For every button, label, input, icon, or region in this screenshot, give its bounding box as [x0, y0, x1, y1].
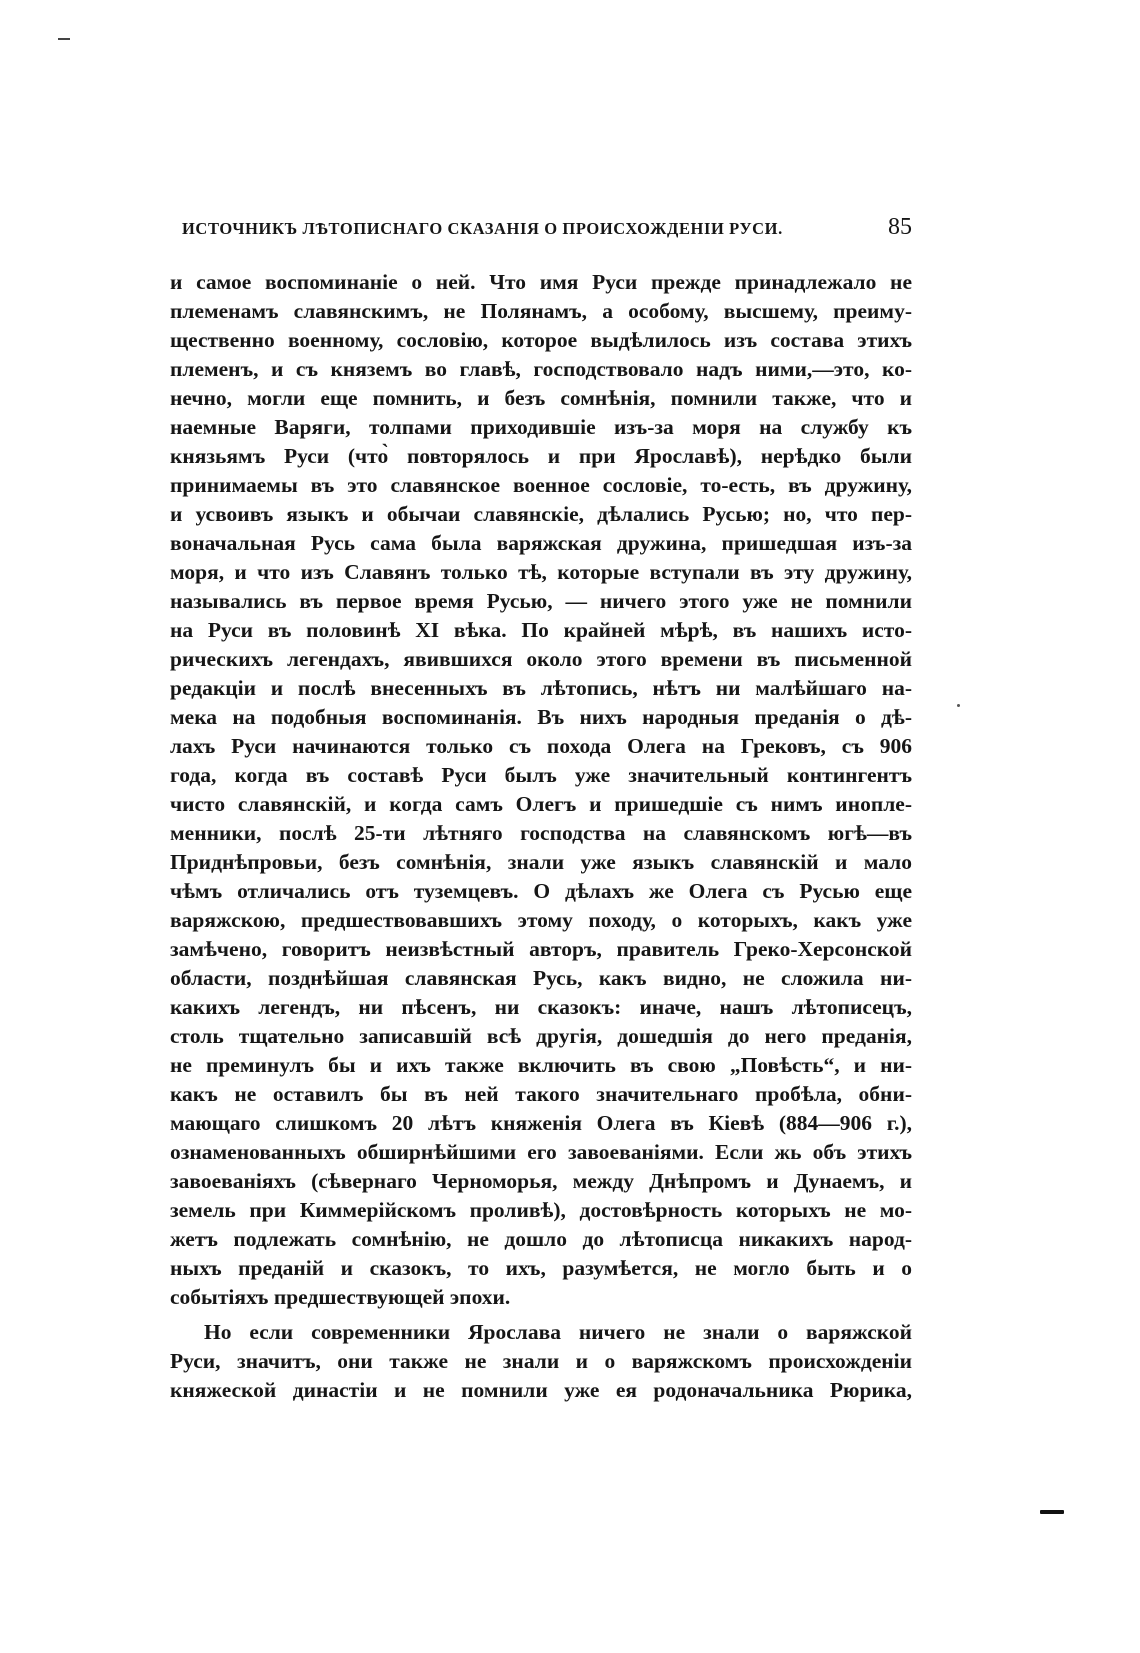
text-line: мека на подобныя воспоминанія. Въ нихъ народныя преданія о дѣ- [170, 705, 912, 729]
scan-speck [957, 704, 960, 707]
text-line: наемные Варяги, толпами приходившіе изъ-за моря на службу къ [170, 415, 912, 439]
text-line: не преминулъ бы и ихъ также включить въ свою „Повѣсть“, и ни- [170, 1053, 912, 1077]
text-line: года, когда въ составѣ Руси былъ уже значительный контингентъ [170, 763, 912, 787]
text-line: земель при Киммерійскомъ проливѣ), достовѣрность которыхъ не мо- [170, 1198, 912, 1222]
text-line: Приднѣпровьи, безъ сомнѣнія, знали уже языкъ славянскій и мало [170, 850, 912, 874]
text-line: столь тщательно записавшій всѣ другія, дошедшія до него преданія, [170, 1024, 912, 1048]
text-line: событіяхъ предшествующей эпохи. [170, 1285, 511, 1309]
text-line: племенъ, и съ княземъ во главѣ, господствовало надъ ними,—это, ко- [170, 357, 912, 381]
text-line: племенамъ славянскимъ, не Полянамъ, а особому, высшему, преиму- [170, 299, 912, 323]
page-number: 85 [888, 214, 912, 240]
running-head [182, 214, 912, 244]
text-line: мающаго слишкомъ 20 лѣтъ княженія Олега въ Кіевѣ (884—906 г.), [170, 1111, 912, 1135]
text-line: редакціи и послѣ внесенныхъ въ лѣтопись, нѣтъ ни малѣйшаго на- [170, 676, 912, 700]
text-line: замѣчено, говоритъ неизвѣстный авторъ, правитель Греко-Херсонской [170, 937, 912, 961]
text-line: какъ не оставилъ бы въ ней такого значительнаго пробѣла, обни- [170, 1082, 912, 1106]
paragraph [170, 1318, 912, 1405]
text-line: ныхъ преданій и сказокъ, то ихъ, разумѣется, не могло быть и о [170, 1256, 912, 1280]
body-text [170, 268, 912, 1405]
text-line: области, позднѣйшая славянская Русь, какъ видно, не сложила ни- [170, 966, 912, 990]
text-line: какихъ легендъ, ни пѣсенъ, ни сказокъ: иначе, нашъ лѣтописецъ, [170, 995, 912, 1019]
text-line: назывались въ первое время Русью, — ничего этого уже не помнили [170, 589, 912, 613]
text-line: жетъ подлежать сомнѣнію, не дошло до лѣтописца никакихъ народ- [170, 1227, 912, 1251]
running-title: ИСТОЧНИКЪ ЛѢТОПИСНАГО СКАЗАНІЯ О ПРОИСХОЖДЕНІИ РУСИ. [182, 219, 783, 238]
text-line: князьямъ Руси (что̀ повторялось и при Ярославѣ), нерѣдко были [170, 444, 912, 468]
text-line: княжеской династіи и не помнили уже ея родоначальника Рюрика, [170, 1378, 912, 1402]
text-line: и самое воспоминаніе о ней. Что имя Руси прежде принадлежало не [170, 270, 912, 294]
text-line: рическихъ легендахъ, явившихся около этого времени въ письменной [170, 647, 912, 671]
text-line: завоеваніяхъ (сѣвернаго Черноморья, между Днѣпромъ и Дунаемъ, и [170, 1169, 912, 1193]
text-line: ознаменованныхъ обширнѣйшими его завоеваніями. Если жь объ этихъ [170, 1140, 912, 1164]
text-line: щественно военному, сословію, которое выдѣлилось изъ состава этихъ [170, 328, 912, 352]
text-line: воначальная Русь сама была варяжская дружина, пришедшая изъ-за [170, 531, 912, 555]
scan-mark-bottom [1040, 1510, 1064, 1514]
text-line: моря, и что изъ Славянъ только тѣ, которые вступали въ эту дружину, [170, 560, 912, 584]
text-line: принимаемы въ это славянское военное сословіе, то-есть, въ дружину, [170, 473, 912, 497]
text-line: чѣмъ отличались отъ туземцевъ. О дѣлахъ же Олега съ Русью еще [170, 879, 912, 903]
text-line: варяжскою, предшествовавшихъ этому походу, о которыхъ, какъ уже [170, 908, 912, 932]
text-line: на Руси въ половинѣ XI вѣка. По крайней мѣрѣ, въ нашихъ исто- [170, 618, 912, 642]
text-line: лахъ Руси начинаются только съ похода Олега на Грековъ, съ 906 [170, 734, 912, 758]
text-line: нечно, могли еще помнить, и безъ сомнѣнія, помнили также, что и [170, 386, 912, 410]
text-line: Но если современники Ярослава ничего не знали о варяжской [204, 1320, 912, 1344]
scan-mark-top [58, 38, 70, 40]
text-line: Руси, значитъ, они также не знали и о варяжскомъ происхожденіи [170, 1349, 912, 1373]
text-line: менники, послѣ 25-ти лѣтняго господства на славянскомъ югѣ—въ [170, 821, 912, 845]
text-line: чисто славянскій, и когда самъ Олегъ и пришедшіе съ нимъ инопле- [170, 792, 912, 816]
paragraph [170, 268, 912, 1312]
text-line: и усвоивъ языкъ и обычаи славянскіе, дѣлались Русью; но, что пер- [170, 502, 912, 526]
